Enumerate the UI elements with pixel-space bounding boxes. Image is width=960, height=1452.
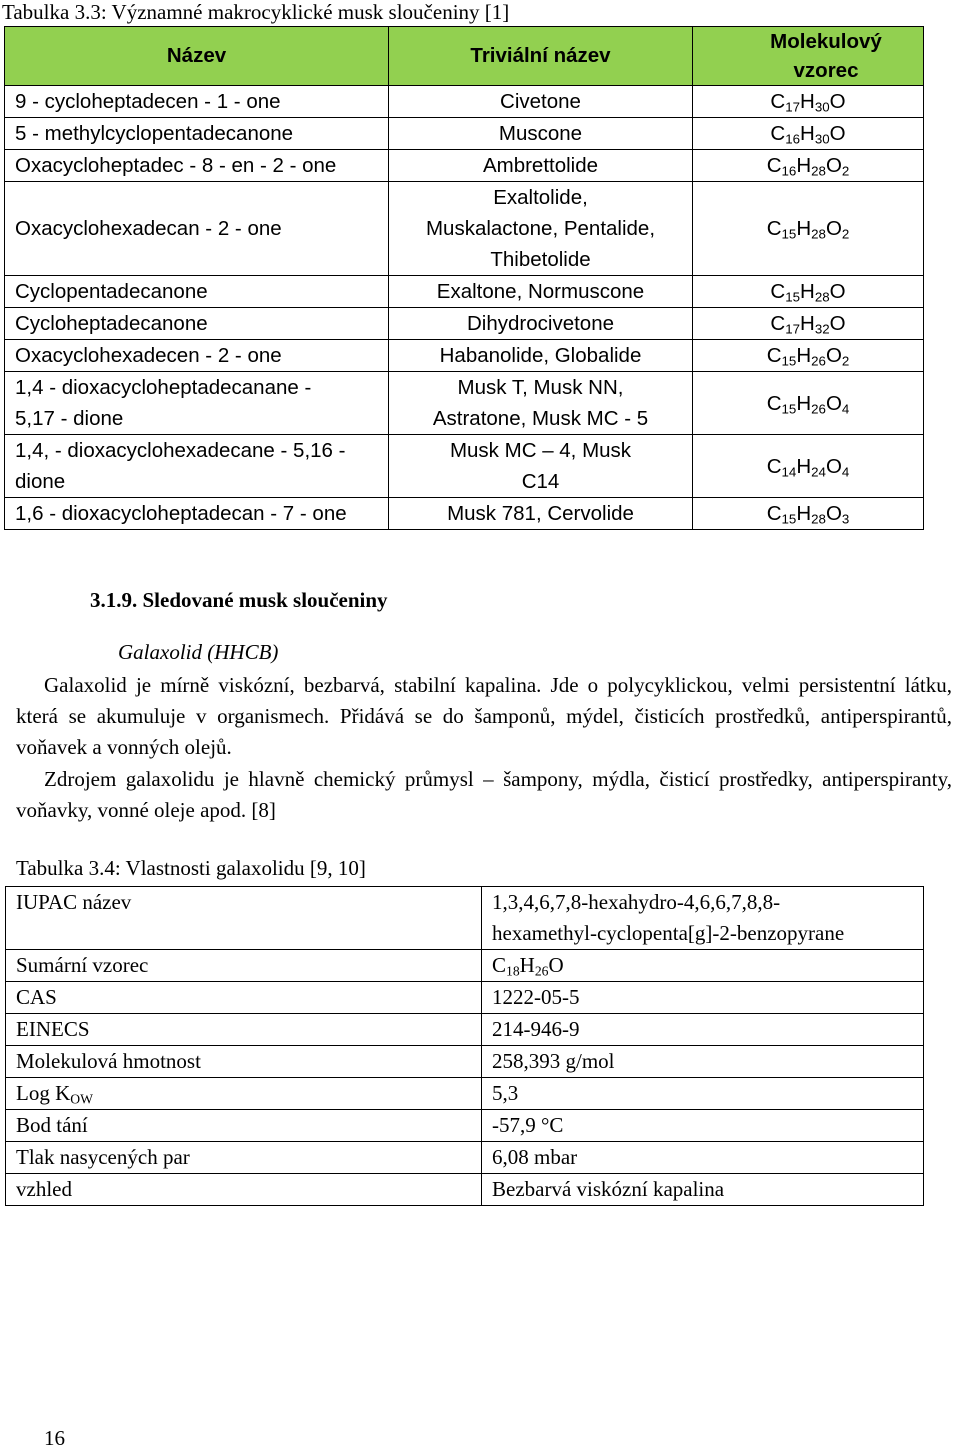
header-formula-line2: vzorec: [793, 59, 859, 82]
trivial-name-line: Thibetolide: [490, 248, 591, 271]
trivial-name: Habanolide, Globalide: [389, 340, 693, 372]
table-header-row: [5, 27, 924, 86]
table-row: [5, 182, 924, 276]
compound-name: Oxacyclohexadecen - 2 - one: [5, 340, 389, 372]
molecular-formula: [693, 150, 924, 182]
table2-caption: Tabulka 3.4: Vlastnosti galaxolidu [9, 10]: [16, 856, 366, 880]
table-row: [5, 276, 924, 308]
formula-subscript: 2: [841, 163, 850, 179]
property-value: Bezbarvá viskózní kapalina: [482, 1174, 924, 1206]
formula-element: O: [829, 122, 846, 145]
formula-element: C: [492, 953, 507, 977]
formula-subscript: 26: [811, 400, 826, 416]
molecular-formula: [693, 498, 924, 530]
compound-name: Oxacycloheptadec - 8 - en - 2 - one: [5, 150, 389, 182]
molecular-formula: [693, 435, 924, 498]
formula-subscript: 2: [841, 226, 850, 242]
header-formula: [693, 27, 924, 86]
trivial-name: [389, 372, 693, 435]
table-row: [6, 982, 924, 1014]
trivial-name: Civetone: [389, 86, 693, 118]
molecular-formula: [693, 182, 924, 276]
trivial-name-line: Exaltolide,: [493, 186, 588, 209]
formula-element: C: [770, 122, 786, 145]
formula-subscript: 15: [781, 353, 797, 369]
property-value: [482, 887, 924, 950]
table1-caption: Tabulka 3.3: Významné makrocyklické musk sloučeniny [1]: [2, 0, 510, 24]
musk-compounds-table: [4, 26, 924, 530]
formula-element: O: [825, 344, 842, 367]
property-label: vzhled: [6, 1174, 482, 1206]
formula-element: H: [800, 280, 815, 303]
table-row: [6, 1110, 924, 1142]
formula-subscript: 28: [811, 511, 826, 527]
formula-element: O: [825, 391, 842, 415]
formula-subscript: 28: [811, 163, 826, 179]
property-value-line: hexamethyl-cyclopenta[g]-2-benzopyrane: [492, 921, 845, 945]
formula-subscript: 15: [781, 400, 797, 416]
trivial-name: Musk 781, Cervolide: [389, 498, 693, 530]
compound-name-line: 1,4, - dioxacyclohexadecane - 5,16 -: [15, 439, 346, 462]
table-row: [5, 372, 924, 435]
property-value: 1222-05-5: [482, 982, 924, 1014]
formula-element: H: [800, 312, 815, 335]
header-trivial: Triviální název: [389, 27, 693, 86]
subsection-heading: Galaxolid (HHCB): [118, 640, 279, 664]
formula-element: H: [796, 502, 812, 525]
trivial-name: Muscone: [389, 118, 693, 150]
property-label: CAS: [6, 982, 482, 1014]
property-value: [482, 950, 924, 982]
trivial-name: [389, 182, 693, 276]
compound-name-line: 1,4 - dioxacycloheptadecanane -: [15, 376, 312, 399]
formula-subscript: 17: [785, 99, 801, 115]
formula-subscript: 28: [811, 226, 826, 242]
formula-subscript: 2: [841, 353, 850, 369]
formula-element: C: [766, 217, 782, 240]
paragraph-2: Zdrojem galaxolidu je hlavně chemický průmysl – šampony, mýdla, čisticí prostředky, antiperspiranty, voňavky, vonné oleje apod. [8]: [16, 767, 952, 822]
compound-name: 5 - methylcyclopentadecanone: [5, 118, 389, 150]
property-value: 5,3: [482, 1078, 924, 1110]
formula-element: C: [766, 454, 782, 478]
formula-element: C: [766, 502, 782, 525]
formula-subscript: 32: [814, 321, 830, 337]
table-row: [6, 887, 924, 950]
section-heading: 3.1.9. Sledované musk sloučeniny: [90, 588, 388, 612]
table-row: [6, 1014, 924, 1046]
property-label: Molekulová hmotnost: [6, 1046, 482, 1078]
trivial-name: [389, 435, 693, 498]
formula-element: O: [829, 312, 846, 335]
compound-name: 1,6 - dioxacycloheptadecan - 7 - one: [5, 498, 389, 530]
property-value-line: 1,3,4,6,7,8-hexahydro-4,6,6,7,8,8-: [492, 890, 781, 914]
property-value: 6,08 mbar: [482, 1142, 924, 1174]
property-label: Bod tání: [6, 1110, 482, 1142]
paragraph-1: Galaxolid je mírně viskózní, bezbarvá, stabilní kapalina. Jde o polycyklickou, velmi persistentní látku, která se akumuluje v organismech. Přidává se do šamponů, mýdel, čisticích prostředků, antiperspirantů, voňavek a vonných olejů.: [16, 673, 952, 759]
formula-subscript: 15: [781, 511, 797, 527]
table-row: [6, 1174, 924, 1206]
formula-subscript: 16: [781, 163, 797, 179]
trivial-name-line: C14: [521, 470, 560, 493]
galaxolide-properties-table: [5, 886, 924, 1206]
trivial-name-line: Astratone, Musk MC - 5: [432, 407, 649, 430]
trivial-name-line: Musk MC – 4, Musk: [449, 439, 632, 462]
molecular-formula: [693, 372, 924, 435]
table-row: [5, 340, 924, 372]
page-number: 16: [44, 1426, 65, 1450]
formula-subscript: 16: [785, 131, 801, 147]
formula-subscript: 15: [785, 289, 801, 305]
table-row: [6, 1078, 924, 1110]
property-label-main: Log K: [16, 1081, 71, 1105]
compound-name: Oxacyclohexadecan - 2 - one: [5, 182, 389, 276]
molecular-formula: [693, 86, 924, 118]
formula-element: H: [800, 122, 815, 145]
property-label-subscript: OW: [70, 1091, 93, 1107]
compound-name: Cycloheptadecanone: [5, 308, 389, 340]
formula-subscript: 30: [814, 99, 830, 115]
formula-element: H: [796, 454, 812, 478]
formula-element: H: [796, 344, 812, 367]
molecular-formula: [693, 276, 924, 308]
formula-subscript: 28: [814, 289, 830, 305]
formula-subscript: 3: [841, 511, 850, 527]
property-label: [6, 1078, 482, 1110]
trivial-name: Exaltone, Normuscone: [389, 276, 693, 308]
formula-element: H: [800, 90, 815, 113]
formula-subscript: 30: [814, 131, 830, 147]
property-value: 214-946-9: [482, 1014, 924, 1046]
formula-subscript: 14: [781, 463, 797, 479]
formula-subscript: 15: [781, 226, 797, 242]
header-name: Název: [5, 27, 389, 86]
formula-element: C: [766, 344, 782, 367]
formula-element: C: [770, 90, 786, 113]
trivial-name-line: Musk T, Musk NN,: [457, 376, 624, 399]
property-label: Sumární vzorec: [6, 950, 482, 982]
formula-element: H: [796, 391, 812, 415]
table-row: [5, 308, 924, 340]
formula-element: H: [519, 953, 535, 977]
formula-element: H: [796, 217, 812, 240]
property-label: IUPAC název: [6, 887, 482, 950]
table-row: [5, 150, 924, 182]
property-label: Tlak nasycených par: [6, 1142, 482, 1174]
compound-name: Cyclopentadecanone: [5, 276, 389, 308]
formula-subscript: 26: [811, 353, 826, 369]
molecular-formula: [693, 308, 924, 340]
formula-element: O: [829, 280, 846, 303]
formula-subscript: 26: [534, 963, 549, 979]
formula-subscript: 4: [841, 400, 850, 416]
table-row: [5, 118, 924, 150]
formula-subscript: 4: [841, 463, 850, 479]
formula-subscript: 24: [811, 463, 826, 479]
compound-name: [5, 372, 389, 435]
formula-element: C: [766, 154, 782, 177]
formula-element: O: [548, 953, 564, 977]
property-value: 258,393 g/mol: [482, 1046, 924, 1078]
header-formula-line1: Molekulový: [770, 30, 882, 53]
property-value: -57,9 °C: [482, 1110, 924, 1142]
trivial-name: Ambrettolide: [389, 150, 693, 182]
formula-element: O: [825, 217, 842, 240]
table-row: [5, 435, 924, 498]
formula-subscript: 18: [506, 963, 520, 979]
formula-element: C: [766, 391, 782, 415]
formula-element: H: [796, 154, 812, 177]
table-row: [5, 498, 924, 530]
table-row: [6, 950, 924, 982]
trivial-name-line: Muskalactone, Pentalide,: [425, 217, 656, 240]
compound-name: 9 - cycloheptadecen - 1 - one: [5, 86, 389, 118]
formula-element: C: [770, 280, 786, 303]
formula-element: C: [770, 312, 786, 335]
compound-name: [5, 435, 389, 498]
compound-name-line: 5,17 - dione: [15, 407, 124, 430]
formula-subscript: 17: [785, 321, 801, 337]
property-label: EINECS: [6, 1014, 482, 1046]
trivial-name: Dihydrocivetone: [389, 308, 693, 340]
formula-element: O: [825, 502, 842, 525]
compound-name-line: dione: [15, 470, 66, 493]
table-row: [6, 1046, 924, 1078]
molecular-formula: [693, 340, 924, 372]
formula-element: O: [829, 90, 846, 113]
formula-element: O: [825, 154, 842, 177]
table-row: [5, 86, 924, 118]
table-row: [6, 1142, 924, 1174]
formula-element: O: [825, 454, 842, 478]
molecular-formula: [693, 118, 924, 150]
